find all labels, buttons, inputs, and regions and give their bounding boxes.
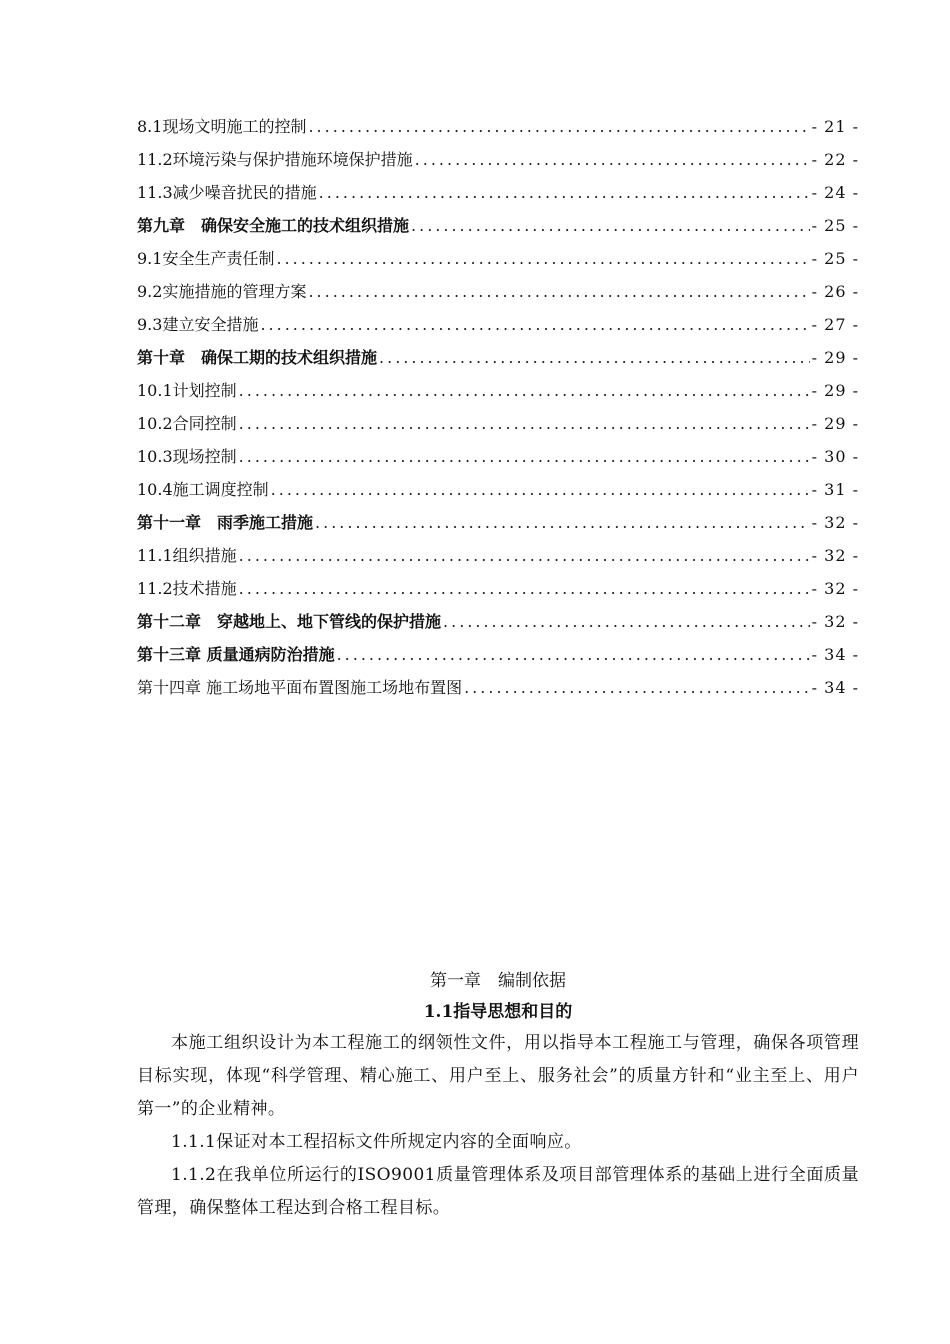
toc-entry-page: - 34 - — [811, 678, 859, 697]
toc-entry[interactable] — [137, 308, 859, 341]
table-of-contents — [137, 110, 859, 704]
toc-dot-leader — [315, 506, 810, 539]
toc-dot-leader — [260, 308, 809, 341]
toc-entry[interactable] — [137, 407, 859, 440]
toc-dot-leader — [464, 671, 810, 704]
section-title: 1.1指导思想和目的 — [423, 1002, 573, 1022]
toc-entry[interactable] — [137, 473, 859, 506]
toc-entry-page: - 32 - — [811, 513, 859, 532]
toc-entry[interactable] — [137, 275, 859, 308]
toc-dot-leader — [239, 374, 810, 407]
toc-entry-page: - 27 - — [811, 315, 859, 334]
toc-entry[interactable] — [137, 539, 859, 572]
toc-entry[interactable] — [137, 572, 859, 605]
toc-entry-page: - 29 - — [811, 381, 859, 400]
toc-dot-leader — [411, 209, 810, 242]
toc-entry-title: 9.2实施措施的管理方案 — [137, 282, 307, 301]
toc-dot-leader — [271, 473, 810, 506]
toc-entry-title: 第十三章 质量通病防治措施 — [137, 645, 335, 664]
chapter-title: 第一章 编制依据 — [430, 971, 566, 991]
toc-entry[interactable] — [137, 110, 859, 143]
body-paragraph: 1.1.1保证对本工程招标文件所规定内容的全面响应。 — [171, 1132, 582, 1152]
body-paragraph: 本施工组织设计为本工程施工的纲领性文件，用以指导本工程施工与管理，确保各项管理目标实现，体现“科学管理、精心施工、用户至上、服务社会”的质量方针和“业主至上、用户第一”的企业精神。 — [137, 1033, 859, 1119]
toc-entry[interactable] — [137, 209, 859, 242]
toc-entry[interactable] — [137, 242, 859, 275]
toc-dot-leader — [308, 110, 809, 143]
toc-entry[interactable] — [137, 506, 859, 539]
toc-entry-page: - 30 - — [811, 447, 859, 466]
toc-entry-title: 10.1计划控制 — [137, 381, 237, 400]
toc-entry-title: 11.1组织措施 — [137, 546, 237, 565]
toc-entry-title: 第九章 确保安全施工的技术组织措施 — [137, 216, 410, 235]
toc-entry-title: 第十一章 雨季施工措施 — [137, 513, 314, 532]
toc-dot-leader — [415, 143, 810, 176]
toc-entry-title: 9.1安全生产责任制 — [137, 249, 275, 268]
toc-dot-leader — [239, 539, 810, 572]
toc-entry-page: - 21 - — [811, 117, 859, 136]
toc-entry-title: 10.4施工调度控制 — [137, 480, 269, 499]
toc-entry-page: - 29 - — [811, 348, 859, 367]
toc-entry[interactable] — [137, 671, 859, 704]
toc-entry-page: - 26 - — [811, 282, 859, 301]
toc-entry[interactable] — [137, 440, 859, 473]
toc-entry-title: 第十二章 穿越地上、地下管线的保护措施 — [137, 612, 442, 631]
toc-entry[interactable] — [137, 374, 859, 407]
toc-dot-leader — [308, 275, 809, 308]
toc-entry[interactable] — [137, 341, 859, 374]
toc-entry-title: 11.2环境污染与保护措施环境保护措施 — [137, 150, 413, 169]
toc-entry-page: - 22 - — [811, 150, 859, 169]
toc-entry-page: - 32 - — [811, 546, 859, 565]
toc-entry-title: 11.3减少噪音扰民的措施 — [137, 183, 317, 202]
toc-entry-title: 9.3建立安全措施 — [137, 315, 259, 334]
chapter-body — [137, 965, 859, 1225]
toc-entry-title: 8.1现场文明施工的控制 — [137, 117, 307, 136]
toc-entry-title: 第十章 确保工期的技术组织措施 — [137, 348, 378, 367]
toc-entry-page: - 25 - — [811, 249, 859, 268]
toc-entry-page: - 24 - — [811, 183, 859, 202]
toc-entry-page: - 32 - — [811, 579, 859, 598]
toc-entry-title: 10.3现场控制 — [137, 447, 237, 466]
toc-dot-leader — [319, 176, 810, 209]
toc-dot-leader — [239, 572, 810, 605]
toc-entry[interactable] — [137, 176, 859, 209]
toc-entry[interactable] — [137, 605, 859, 638]
toc-entry-page: - 31 - — [811, 480, 859, 499]
toc-entry-title: 10.2合同控制 — [137, 414, 237, 433]
toc-dot-leader — [239, 440, 810, 473]
toc-entry[interactable] — [137, 143, 859, 176]
toc-entry-title: 第十四章 施工场地平面布置图施工场地布置图 — [137, 678, 463, 697]
toc-dot-leader — [276, 242, 809, 275]
toc-dot-leader — [239, 407, 810, 440]
toc-entry-title: 11.2技术措施 — [137, 579, 237, 598]
toc-dot-leader — [443, 605, 810, 638]
body-paragraph: 1.1.2在我单位所运行的ISO9001质量管理体系及项目部管理体系的基础上进行全面质量管理，确保整体工程达到合格工程目标。 — [137, 1165, 859, 1218]
toc-entry-page: - 29 - — [811, 414, 859, 433]
toc-dot-leader — [337, 638, 810, 671]
toc-entry-page: - 34 - — [811, 645, 859, 664]
toc-entry-page: - 25 - — [811, 216, 859, 235]
toc-dot-leader — [379, 341, 810, 374]
toc-entry[interactable] — [137, 638, 859, 671]
toc-entry-page: - 32 - — [811, 612, 859, 631]
